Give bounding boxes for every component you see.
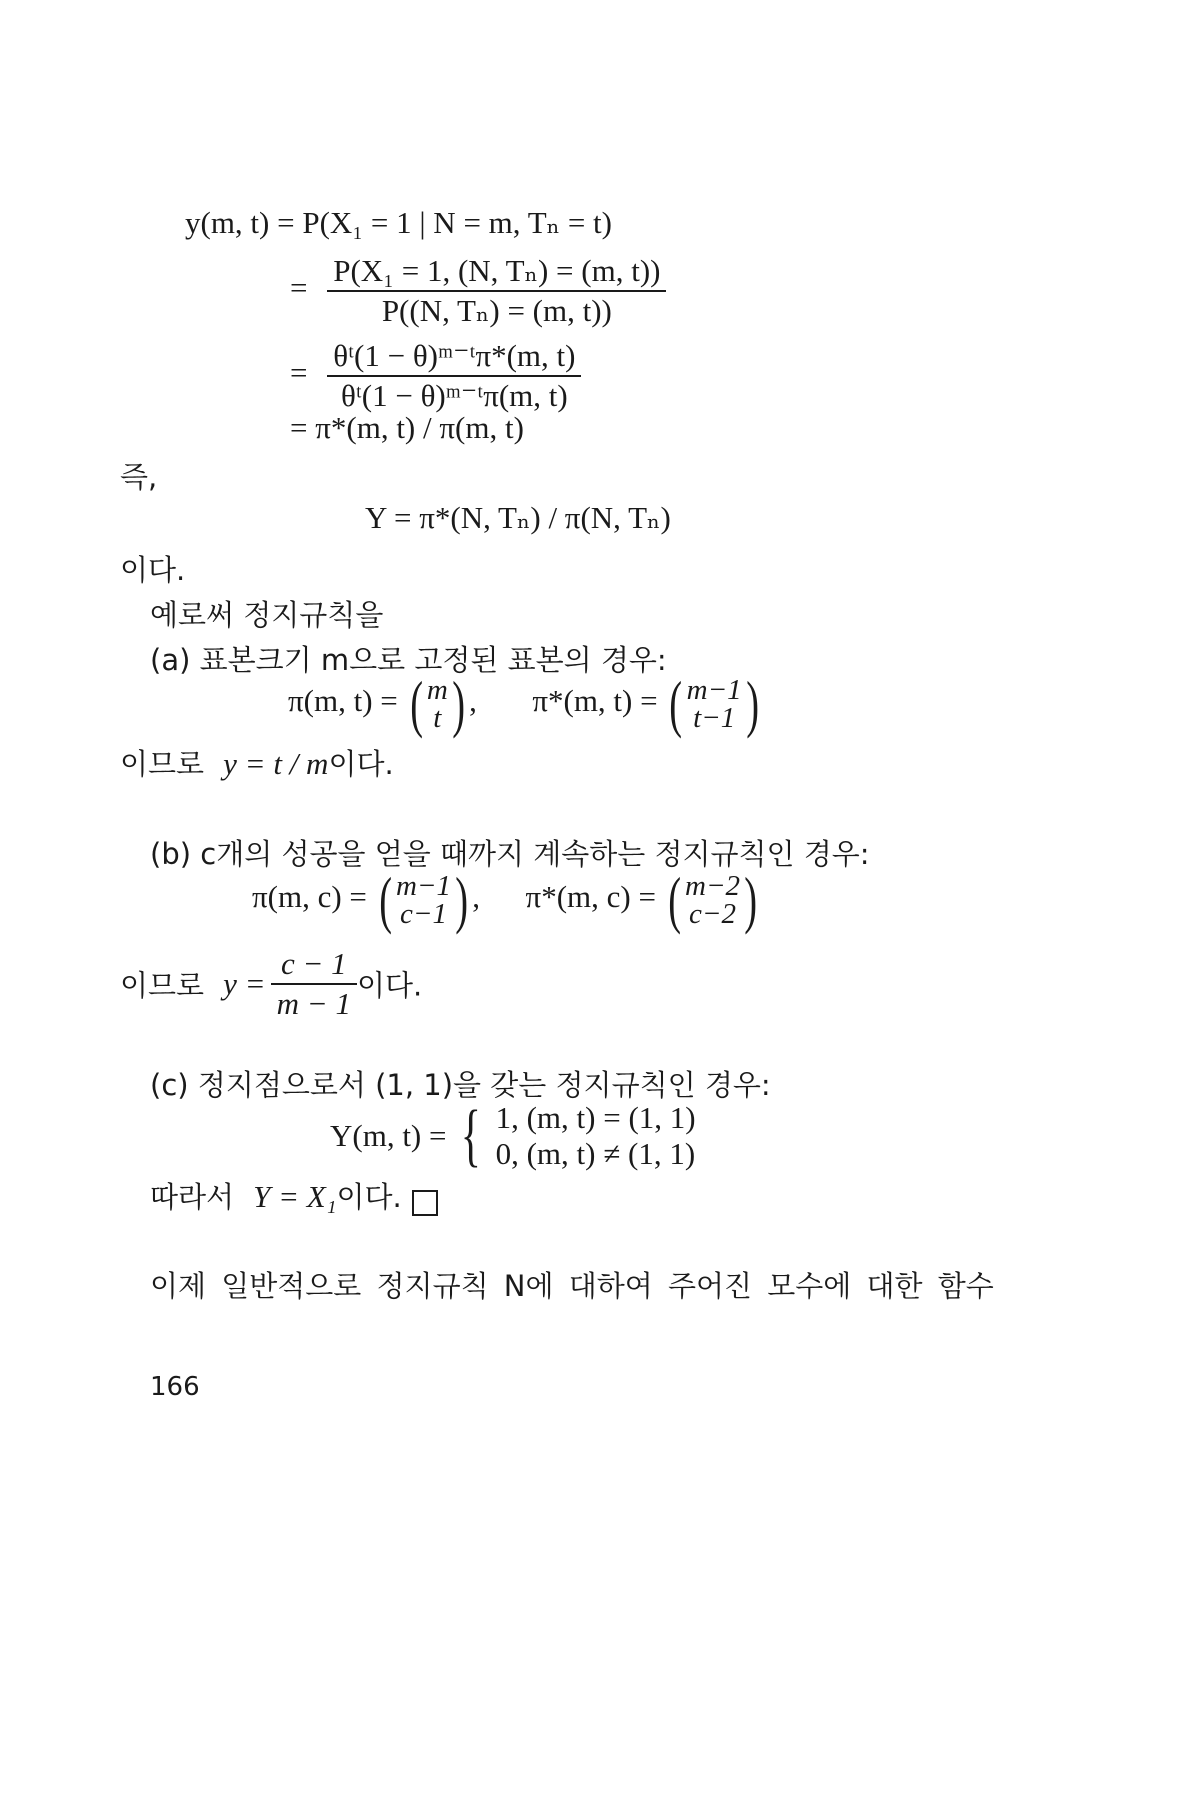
- fraction-numerator: P(X₁ = 1, (N, Tₙ) = (m, t)): [327, 252, 666, 292]
- equals-sign: =: [290, 355, 308, 391]
- closing-line: 이제 일반적으로 정지규칙 N에 대하여 주어진 모수에 대한 함수: [150, 1269, 994, 1303]
- pi-m-c-lhs: π(m, c) =: [252, 879, 367, 915]
- example-intro: 예로써 정지규칙을: [150, 598, 384, 632]
- fraction-c1-over-m1: [271, 945, 357, 1023]
- binomial-bottom: c−2: [689, 898, 736, 930]
- left-paren: (: [378, 864, 392, 935]
- fraction-likelihood-ratio: [327, 337, 581, 415]
- binomial-m1-c1: [396, 872, 451, 928]
- page-number: 166: [150, 1372, 200, 1402]
- text-jeuk: 즉,: [120, 460, 158, 494]
- case-a-heading: (a) 표본크기 m으로 고정된 표본의 경우:: [150, 643, 667, 677]
- derivation-line-3: [290, 337, 581, 415]
- text-ida: 이다.: [328, 747, 394, 781]
- pistar-m-t-lhs: π*(m, t) =: [532, 683, 658, 719]
- right-paren: ): [455, 864, 469, 935]
- right-paren: ): [744, 864, 758, 935]
- qed-box-icon: [412, 1190, 438, 1216]
- Y-definition: Y = π*(N, Tₙ) / π(N, Tₙ): [365, 500, 671, 535]
- case-c-formula: [330, 1097, 696, 1174]
- pi-m-t-lhs: π(m, t) =: [288, 683, 398, 719]
- binomial-top: m: [426, 674, 448, 706]
- derivation-line-1-text: y(m, t) = P(X₁ = 1 | N = m, Tₙ = t): [185, 205, 612, 240]
- binomial-top: m−2: [685, 870, 741, 902]
- right-paren: ): [745, 668, 759, 739]
- fraction-conditional-probability: [327, 252, 666, 330]
- Y-m-t-lhs: Y(m, t) =: [330, 1118, 447, 1153]
- case-c-result: [150, 1175, 438, 1216]
- binomial-bottom: t−1: [693, 702, 736, 734]
- text-ida: 이다.: [356, 968, 423, 1003]
- binomial-m-t: [427, 676, 448, 732]
- pistar-m-c-lhs: π*(m, c) =: [525, 879, 656, 915]
- left-paren: (: [667, 864, 681, 935]
- fraction-numerator: θᵗ(1 − θ)ᵐ⁻ᵗπ*(m, t): [327, 337, 581, 377]
- text-ttaraseo: 따라서: [150, 1180, 235, 1214]
- derivation-line-4: [290, 410, 524, 446]
- case-1: 1, (m, t) = (1, 1): [495, 1100, 696, 1135]
- y-lhs: y =: [223, 966, 266, 1001]
- derivation-line-1: [185, 205, 612, 241]
- y-equals-t-over-m: y = t / m: [223, 746, 329, 781]
- binomial-m1-t1: [687, 676, 742, 732]
- fraction-denominator: m − 1: [276, 986, 351, 1021]
- left-paren: (: [409, 668, 423, 739]
- left-paren: (: [669, 668, 683, 739]
- text-ida: 이다.: [120, 553, 186, 587]
- case-a-result: [120, 742, 394, 783]
- case-b-result: [120, 945, 422, 1023]
- binomial-top: m−1: [686, 674, 742, 706]
- binomial-top: m−1: [395, 870, 451, 902]
- binomial-m2-c2: [685, 872, 740, 928]
- text-imeuro: 이므로: [120, 747, 205, 781]
- left-brace: {: [460, 1097, 482, 1174]
- derivation-line-4-text: = π*(m, t) / π(m, t): [290, 410, 524, 445]
- text-ida: 이다.: [336, 1180, 402, 1214]
- case-a-formula: π(m, t) = ( m t ) , π*(m, t) = ( m−1 t−1 ): [288, 668, 759, 739]
- binomial-bottom: t: [433, 702, 442, 734]
- case-2: 0, (m, t) ≠ (1, 1): [495, 1136, 696, 1171]
- text-imeuro: 이므로: [120, 968, 205, 1003]
- Y-equals-X1: Y = X₁: [253, 1179, 337, 1214]
- binomial-bottom: c−1: [400, 898, 447, 930]
- derivation-line-2: [290, 252, 666, 330]
- case-c-heading: (c) 정지점으로서 (1, 1)을 갖는 정지규칙인 경우:: [150, 1068, 771, 1102]
- case-b-heading: (b) c개의 성공을 얻을 때까지 계속하는 정지규칙인 경우:: [150, 837, 870, 871]
- right-paren: ): [452, 668, 465, 739]
- fraction-denominator: P((N, Tₙ) = (m, t)): [381, 293, 612, 328]
- case-b-formula: π(m, c) = ( m−1 c−1 ) , π*(m, c) = ( m−2 c−2 ): [252, 864, 758, 935]
- equals-sign: =: [290, 270, 308, 306]
- fraction-numerator: c − 1: [271, 945, 357, 985]
- piecewise-cases: [496, 1100, 696, 1172]
- fraction-denominator: θᵗ(1 − θ)ᵐ⁻ᵗπ(m, t): [340, 378, 568, 413]
